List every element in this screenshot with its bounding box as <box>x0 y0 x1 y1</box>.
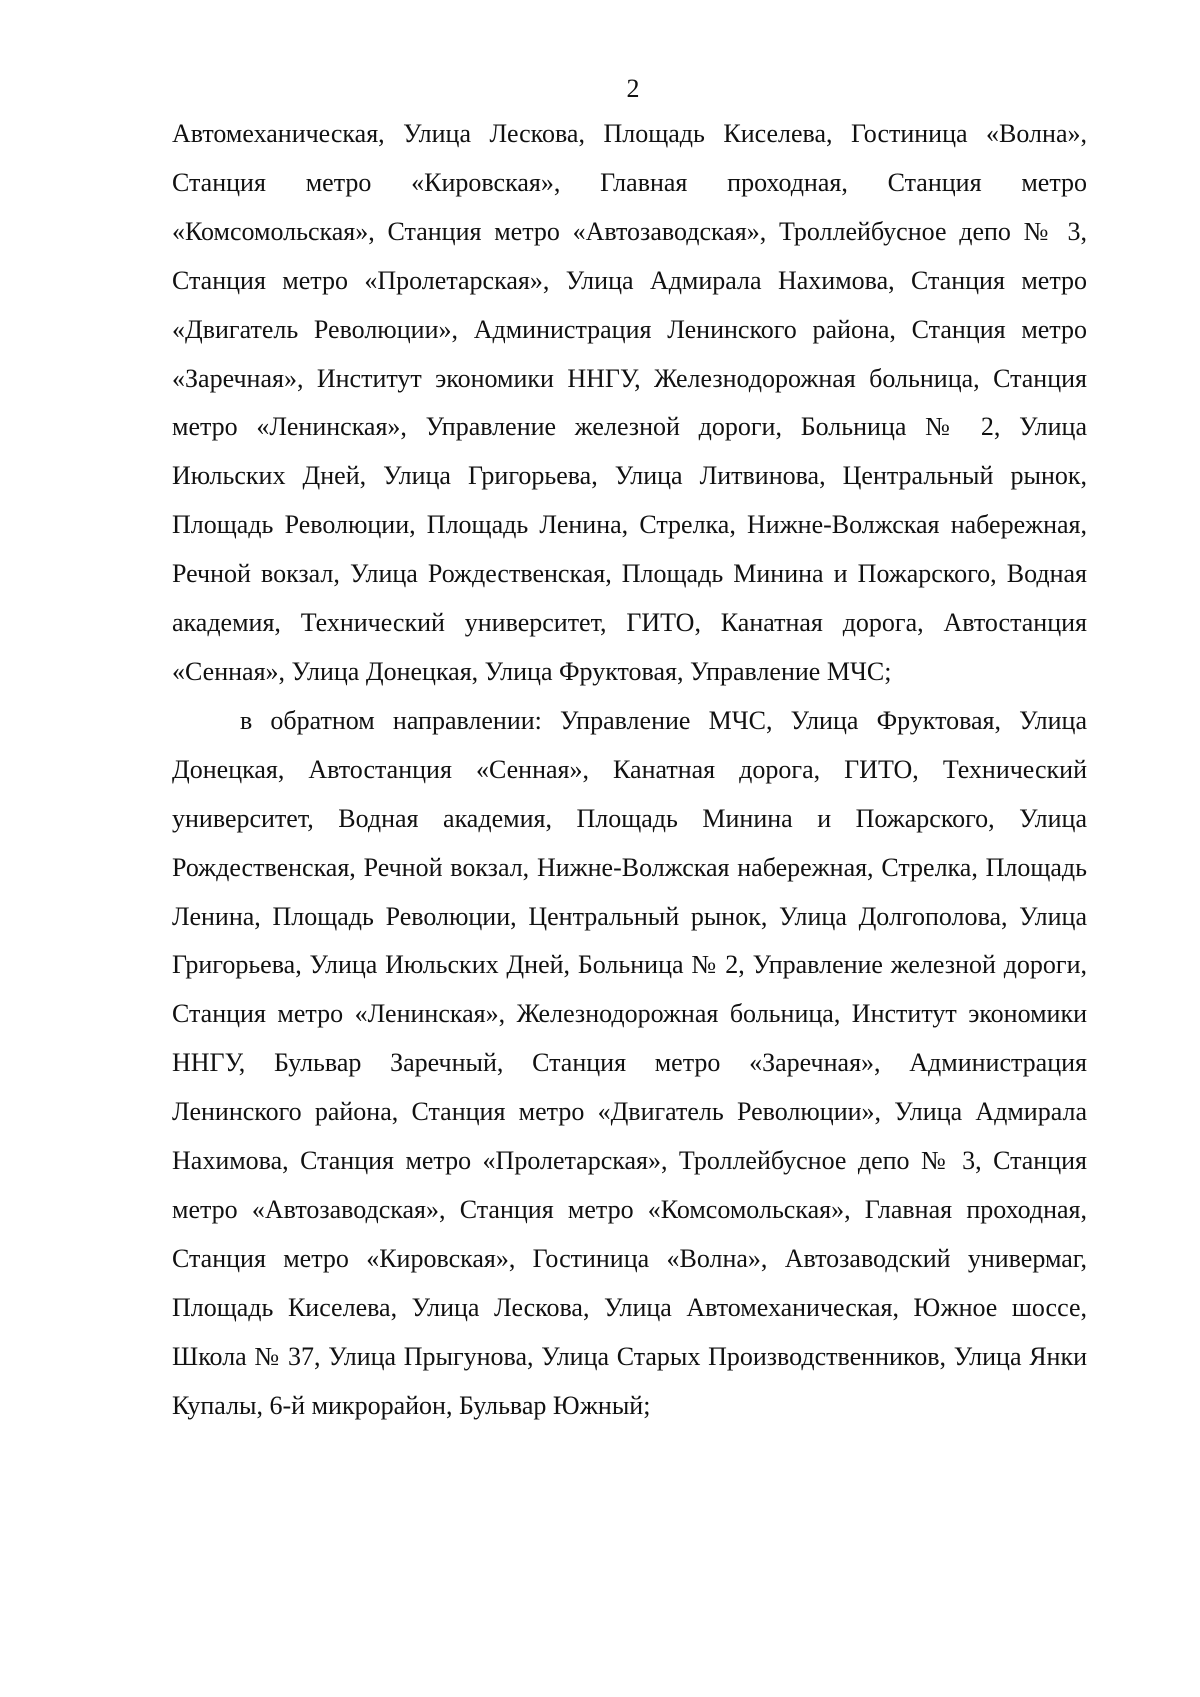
document-body <box>172 110 1087 1430</box>
paragraph-return-route: в обратном направлении: Управление МЧС, Улица Фруктовая, Улица Донецкая, Автостанция «Сенная», Канатная дорога, ГИТО, Технический университет, Водная академия, Площадь Минина и Пожарского, Улица Рождественская, Речной вокзал, Нижне-Волжская набережная, Стрелка, Площадь Ленина, Площадь Революции, Центральный рынок, Улица Долгополова, Улица Григорьева, Улица Июльских Дней, Больница № 2, Управление железной дороги, Станция метро «Ленинская», Железнодорожная больница, Институт экономики ННГУ, Бульвар Заречный, Станция метро «Заречная», Администрация Ленинского района, Станция метро «Двигатель Революции», Улица Адмирала Нахимова, Станция метро «Пролетарская», Троллейбусное депо № 3, Станция метро «Автозаводская», Станция метро «Комсомольская», Главная проходная, Станция метро «Кировская», Гостиница «Волна», Автозаводский универмаг, Площадь Киселева, Улица Лескова, Улица Автомеханическая, Южное шоссе, Школа № 37, Улица Прыгунова, Улица Старых Производственников, Улица Янки Купалы, 6-й микрорайон, Бульвар Южный; <box>172 705 1087 1420</box>
paragraph-forward-route: Автомеханическая, Улица Лескова, Площадь Киселева, Гостиница «Волна», Станция метро «Кировская», Главная проходная, Станция метро «Комсомольская», Станция метро «Автозаводская», Троллейбусное депо № 3, Станция метро «Пролетарская», Улица Адмирала Нахимова, Станция метро «Двигатель Революции», Администрация Ленинского района, Станция метро «Заречная», Институт экономики ННГУ, Железнодорожная больница, Станция метро «Ленинская», Управление железной дороги, Больница № 2, Улица Июльских Дней, Улица Григорьева, Улица Литвинова, Центральный рынок, Площадь Революции, Площадь Ленина, Стрелка, Нижне-Волжская набережная, Речной вокзал, Улица Рождественская, Площадь Минина и Пожарского, Водная академия, Технический университет, ГИТО, Канатная дорога, Автостанция «Сенная», Улица Донецкая, Улица Фруктовая, Управление МЧС; <box>172 119 1087 686</box>
page-number: 2 <box>626 74 640 103</box>
